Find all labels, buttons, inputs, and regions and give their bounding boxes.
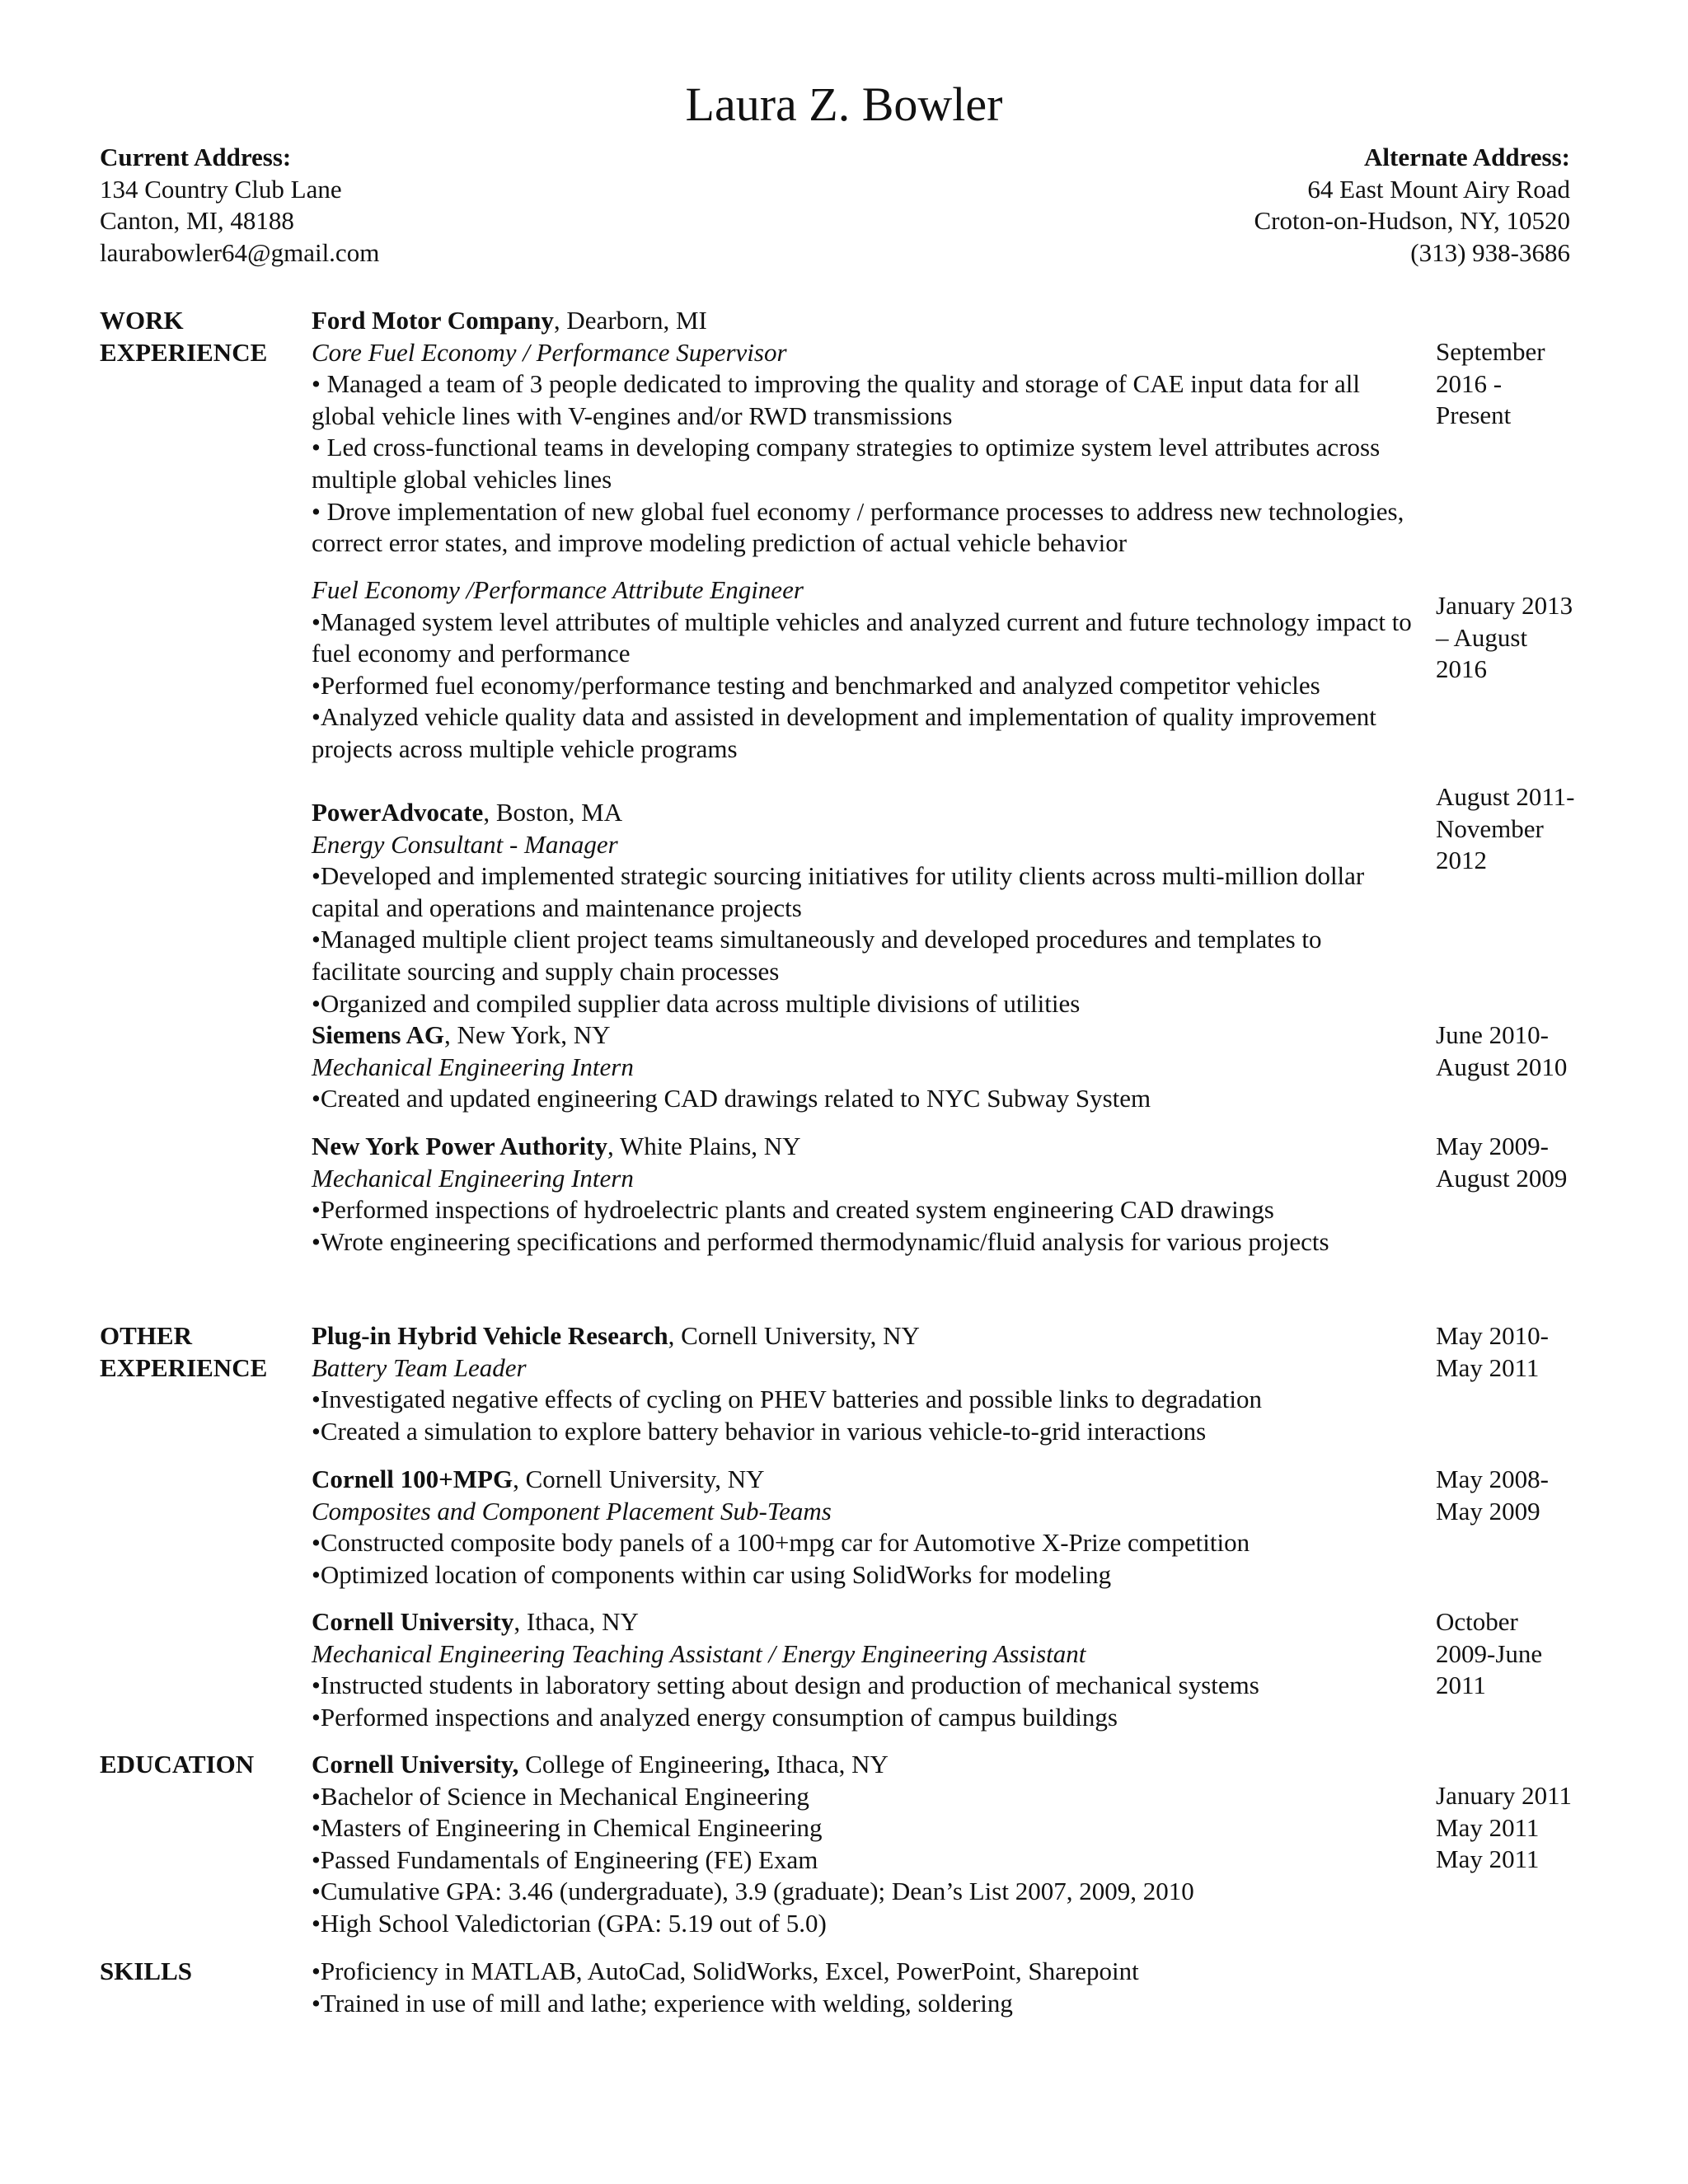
bullet: •Developed and implemented strategic sourcing initiatives for utility clients across multi-million dollar capital and operations and maintenance projects (312, 861, 1365, 922)
current-address-city: Canton, MI, 48188 (100, 206, 294, 236)
other-entry-cornell-100mpg (312, 1464, 1416, 1591)
date-range: August 2011- November 2012 (1436, 782, 1575, 875)
current-address (100, 142, 379, 269)
org-name: Cornell University (312, 1607, 514, 1636)
work-entry-nypa (312, 1131, 1416, 1258)
alternate-address-label: Alternate Address: (1364, 143, 1570, 171)
bullet: •Optimized location of components within car using SolidWorks for modeling (312, 1559, 1112, 1589)
bullet: •Constructed composite body panels of a 100+mpg car for Automotive X-Prize competition (312, 1528, 1250, 1558)
org-name: Plug-in Hybrid Vehicle Research (312, 1321, 668, 1350)
bullet: •Wrote engineering specifications and performed thermodynamic/fluid analysis for various projects (312, 1226, 1329, 1256)
college-name: College of Engineering (518, 1750, 764, 1779)
date-range: October 2009-June 2011 (1436, 1607, 1543, 1700)
bullet: •Created and updated engineering CAD drawings related to NYC Subway System (312, 1084, 1151, 1113)
current-address-label: Current Address: (100, 143, 292, 171)
job-title: Mechanical Engineering Intern (312, 1052, 634, 1081)
bullet: • Managed a team of 3 people dedicated to improving the quality and storage of CAE input data for all global vehicle lines with V-engines and/or RWD transmissions (312, 369, 1360, 430)
bullet: • Led cross-functional teams in developing company strategies to optimize system level attributes across multiple global vehicles lines (312, 433, 1381, 494)
bullet: •Performed inspections and analyzed energy consumption of campus buildings (312, 1702, 1118, 1732)
job-title: Battery Team Leader (312, 1352, 527, 1382)
work-entry-poweradvocate (312, 797, 1416, 1019)
bullet: •Investigated negative effects of cycling on PHEV batteries and possible links to degradation (312, 1385, 1262, 1414)
org-name: Ford Motor Company (312, 306, 554, 335)
org-name: New York Power Authority (312, 1132, 608, 1160)
bullet: •Performed fuel economy/performance testing and benchmarked and analyzed competitor vehicles (312, 670, 1320, 700)
bullet: •High School Valedictorian (GPA: 5.19 out of 5.0) (312, 1908, 827, 1938)
alternate-address-city: Croton-on-Hudson, NY, 10520 (1254, 206, 1570, 236)
job-title: Mechanical Engineering Intern (312, 1163, 634, 1193)
bullet: •Instructed students in laboratory setting about design and production of mechanical systems (312, 1671, 1259, 1700)
org-location: , Boston, MA (483, 798, 623, 827)
bullet: •Organized and compiled supplier data across multiple divisions of utilities (312, 988, 1081, 1018)
date-range: May 2009- August 2009 (1436, 1132, 1568, 1193)
org-name: Siemens AG (312, 1020, 445, 1049)
candidate-name: Laura Z. Bowler (685, 77, 1003, 131)
alternate-address (1254, 142, 1571, 269)
job-title: Core Fuel Economy / Performance Supervisor (312, 337, 787, 367)
org-name: PowerAdvocate (312, 798, 484, 827)
job-title: Composites and Component Placement Sub-Teams (312, 1496, 832, 1526)
org-location: , Cornell University, NY (513, 1465, 765, 1493)
skills-entry (312, 1956, 1416, 2019)
section-other-experience: OTHER EXPERIENCE (100, 1321, 268, 1382)
education-entry: Cornell University, College of Engineering, Ithaca, NY •Bachelor of Science in Mechanical Engineering •Masters of Engineering in Chemical Engineering •Passed Fundamentals of Engineering (FE) Exam •Cumulative GPA: 3.46 (undergraduate), 3.9 (graduate); Dean’s List 2007, 2009, 2010 •High School Valedictorian (GPA: 5.19 out of 5.0) (312, 1749, 1416, 1940)
email: laurabowler64@gmail.com (100, 237, 380, 267)
date-range: May 2008- May 2009 (1436, 1465, 1549, 1526)
work-entry-ford-supervisor (312, 305, 1416, 560)
bullet: •Bachelor of Science in Mechanical Engineering (312, 1781, 809, 1811)
bullet: •Cumulative GPA: 3.46 (undergraduate), 3.9 (graduate); Dean’s List 2007, 2009, 2010 (312, 1877, 1194, 1906)
org-name: Cornell 100+MPG (312, 1465, 513, 1493)
bullet: • Drove implementation of new global fuel economy / performance processes to address new technologies, correct error states, and improve modeling prediction of actual vehicle behavior (312, 496, 1404, 558)
date-range: January 2013 – August 2016 (1436, 591, 1573, 684)
bullet: •Proficiency in MATLAB, AutoCad, SolidWorks, Excel, PowerPoint, Sharepoint (312, 1957, 1139, 1985)
job-title: Fuel Economy /Performance Attribute Engineer (312, 575, 804, 604)
section-skills: SKILLS (100, 1957, 193, 1985)
org-location: , Dearborn, MI (553, 306, 707, 335)
bullet: •Managed multiple client project teams simultaneously and developed procedures and templates to facilitate sourcing and supply chain processes (312, 925, 1322, 986)
job-title: Mechanical Engineering Teaching Assistant / Energy Engineering Assistant (312, 1638, 1086, 1668)
section-work-experience: WORK EXPERIENCE (100, 306, 268, 367)
org-location: , White Plains, NY (607, 1132, 801, 1160)
org-location: , Cornell University, NY (668, 1321, 920, 1350)
work-entry-siemens (312, 1019, 1416, 1115)
org-location: , Ithaca, NY (513, 1607, 639, 1636)
school-name: Cornell University, (312, 1750, 519, 1779)
other-entry-cornell-ta (312, 1606, 1416, 1733)
bullet: •Created a simulation to explore battery behavior in various vehicle-to-grid interactions (312, 1416, 1207, 1446)
bullet: •Trained in use of mill and lathe; experience with welding, soldering (312, 1988, 1013, 2018)
date-range: May 2010- May 2011 (1436, 1321, 1549, 1382)
current-address-street: 134 Country Club Lane (100, 174, 342, 204)
date-range: September 2016 - Present (1436, 337, 1545, 430)
bullet: •Managed system level attributes of multiple vehicles and analyzed current and future technology impact to fuel economy and performance (312, 607, 1412, 668)
bullet: •Analyzed vehicle quality data and assisted in development and implementation of quality improvement projects across multiple vehicle programs (312, 702, 1376, 763)
bullet: •Masters of Engineering in Chemical Engineering (312, 1813, 823, 1843)
job-title: Energy Consultant - Manager (312, 829, 618, 859)
section-education: EDUCATION (100, 1750, 255, 1779)
date-range: June 2010- August 2010 (1436, 1020, 1568, 1081)
alternate-address-street: 64 East Mount Airy Road (1307, 174, 1570, 204)
bullet: •Passed Fundamentals of Engineering (FE) Exam (312, 1844, 818, 1874)
other-entry-phev-research (312, 1320, 1416, 1447)
org-location: , New York, NY (444, 1020, 611, 1049)
bullet: •Performed inspections of hydroelectric plants and created system engineering CAD drawings (312, 1195, 1274, 1225)
school-location: Ithaca, NY (770, 1750, 889, 1779)
phone: (313) 938-3686 (1410, 237, 1570, 267)
education-dates: January 2011 May 2011 May 2011 (1436, 1781, 1573, 1874)
work-entry-ford-engineer (312, 574, 1416, 766)
